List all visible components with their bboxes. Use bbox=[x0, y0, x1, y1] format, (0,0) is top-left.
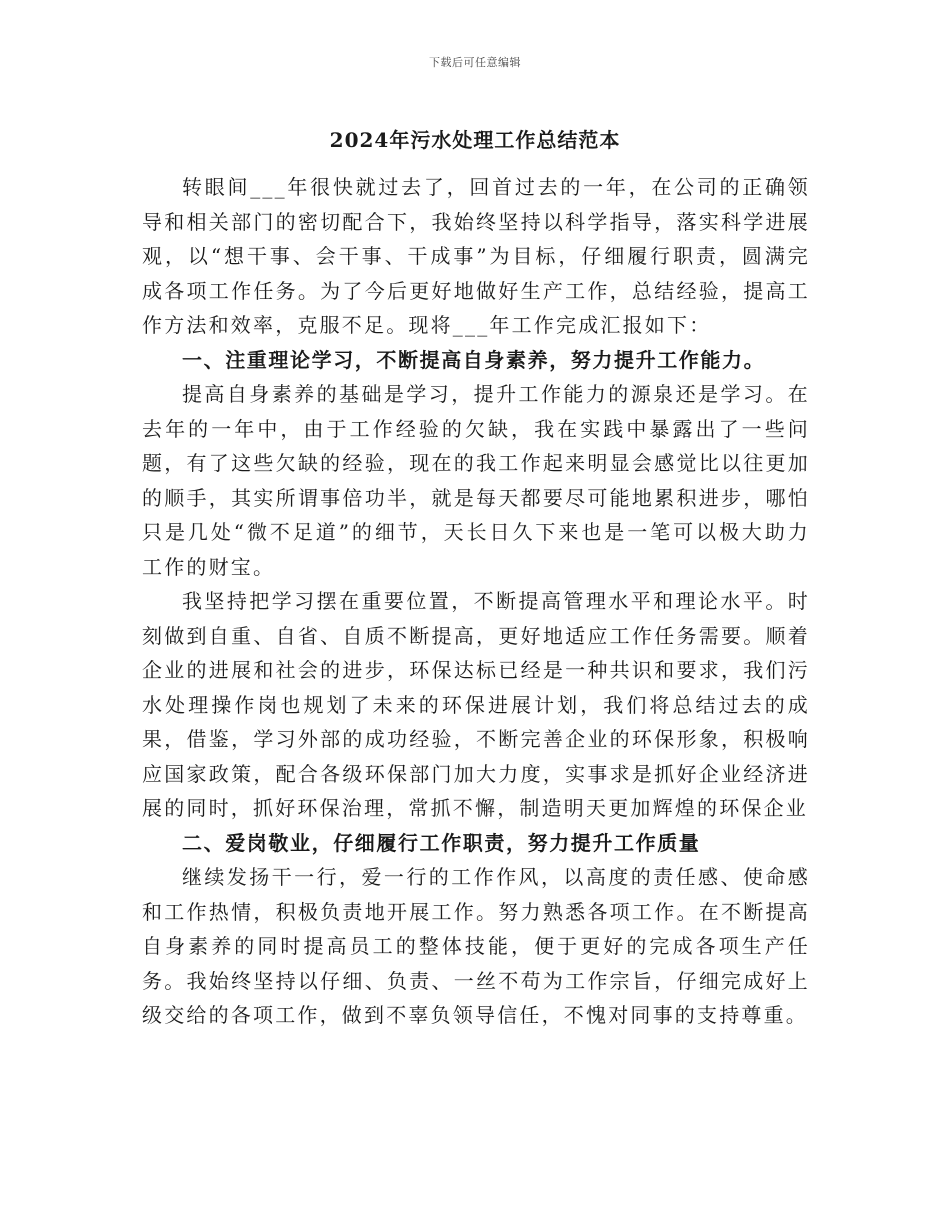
header-note: 下载后可任意编辑 bbox=[429, 56, 521, 69]
document-body bbox=[142, 170, 810, 1033]
section-heading-2: 二、爱岗敬业，仔细履行工作职责，努力提升工作质量 bbox=[182, 830, 701, 855]
paragraph-intro: 转眼间___年很快就过去了，回首过去的一年，在公司的正确领导和相关部门的密切配合下，我始终坚持以科学指导，落实科学进展观，以“想干事、会干事、干成事”为目标，仔细履行职责，圆满完成各项工作任务。为了今后更好地做好生产工作，总结经验，提高工作方法和效率，克服不足。现将___年工作完成汇报如下： bbox=[142, 175, 810, 337]
document-title: 2024年污水处理工作总结范本 bbox=[329, 128, 621, 152]
paragraph-duty: 继续发扬干一行，爱一行的工作作风，以高度的责任感、使命感和工作热情，积极负责地开展工作。努力熟悉各项工作。在不断提高自身素养的同时提高员工的整体技能，便于更好的完成各项生产任务。我始终坚持以仔细、负责、一丝不苟为工作宗旨，仔细完成好上级交给的各项工作，做到不辜负领导信任，不愧对同事的支持尊重。 bbox=[142, 865, 810, 1027]
section-heading-1: 一、注重理论学习，不断提高自身素养，努力提升工作能力。 bbox=[182, 347, 766, 372]
paragraph-study-2: 我坚持把学习摆在重要位置，不断提高管理水平和理论水平。时刻做到自重、自省、自质不断提高，更好地适应工作任务需要。顺着企业的进展和社会的进步，环保达标已经是一种共识和要求，我们污水处理操作岗也规划了未来的环保进展计划，我们将总结过去的成果，借鉴，学习外部的成功经验，不断完善企业的环保形象，积极响应国家政策，配合各级环保部门加大力度，实事求是抓好企业经济进展的同时，抓好环保治理，常抓不懈，制造明天更加辉煌的环保企业 bbox=[142, 589, 810, 820]
paragraph-study-1: 提高自身素养的基础是学习，提升工作能力的源泉还是学习。在去年的一年中，由于工作经验的欠缺，我在实践中暴露出了一些问题，有了这些欠缺的经验，现在的我工作起来明显会感觉比以往更加的顺手，其实所谓事倍功半，就是每天都要尽可能地累积进步，哪怕只是几处“微不足道”的细节，天长日久下来也是一笔可以极大助力工作的财宝。 bbox=[142, 382, 810, 579]
